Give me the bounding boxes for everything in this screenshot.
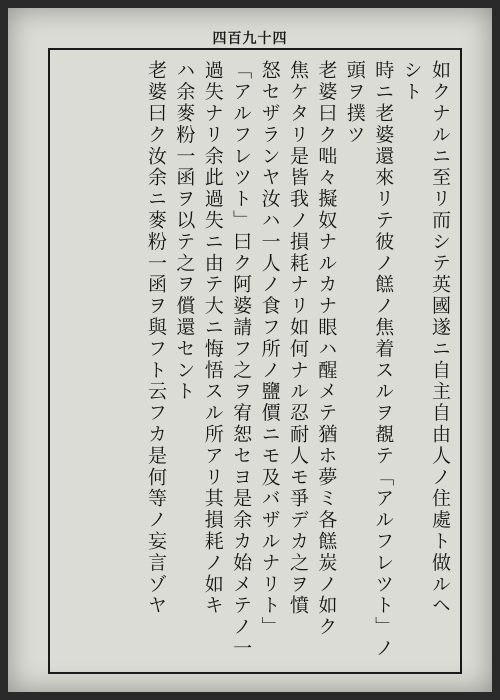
text-column-7: 怒セザランヤ汝ハ一人ノ食フ所ノ鹽價ニモ及バザルナリト」	[258, 60, 281, 638]
page-number: 四百九十四	[212, 31, 288, 47]
text-column-6: 焦ケタリ是皆我ノ損耗ナリ如何ナル忍耐人モ爭デカ之ヲ憤	[286, 60, 309, 617]
text-column-2: シト	[400, 60, 423, 103]
text-column-3: 時ニ老婆還來リテ彼ノ餻ノ焦着スルヲ覩テ「アルフレツト」ノ	[372, 60, 395, 660]
book-page	[8, 8, 492, 692]
text-column-5: 老婆曰ク咄々擬奴ナルカナ眼ハ醒メテ猶ホ夢ミ各餻炭ノ如ク	[315, 60, 338, 638]
text-column-1: 如クナルニ至リ而シテ英國遂ニ自主自由人ノ住處ト做ルヘ	[429, 60, 451, 617]
vertical-text-body	[56, 60, 454, 666]
text-column-9: 過失ナリ余此過失ニ由テ大ニ悔悟スル所アリ其損耗ノ如キ	[201, 60, 224, 617]
text-column-11: 老婆曰ク汝余ニ麥粉一函ヲ與フト云フカ是何等ノ妄言ゾヤ	[144, 60, 167, 617]
text-column-8: 「アルフレツト」曰ク阿婆請フ之ヲ宥恕セヨ是余カ始メテノ一	[230, 60, 253, 660]
text-column-10: ハ余麥粉一函ヲ以テ之ヲ償還セント	[173, 60, 196, 403]
text-column-4: 頭ヲ撲ツ	[343, 60, 366, 146]
